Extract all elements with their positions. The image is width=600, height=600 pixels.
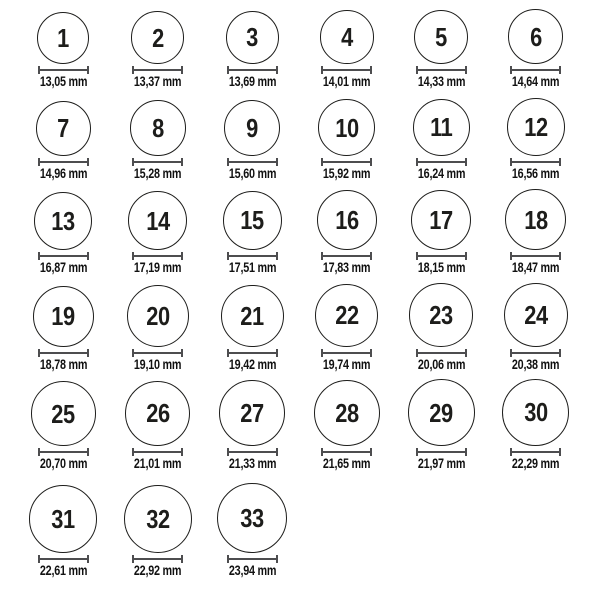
diameter-label: 13,69 mm	[228, 74, 276, 89]
diameter-label: 21,97 mm	[417, 456, 465, 471]
diameter-label: 20,70 mm	[39, 456, 87, 471]
ring-size-number: 2	[151, 22, 164, 53]
ring-circle	[226, 11, 279, 64]
ring-size-cell	[111, 381, 206, 470]
ring-size-number: 18	[524, 204, 548, 235]
ring-size-cell	[205, 380, 300, 470]
ring-size-cell	[300, 10, 395, 88]
diameter-label: 15,28 mm	[134, 166, 182, 181]
ring-size-cell	[300, 190, 395, 274]
ruler-right-tick	[276, 252, 278, 260]
ring-circle	[217, 483, 287, 553]
ruler-right-tick	[370, 349, 372, 357]
ring-size-cell	[111, 191, 206, 274]
ruler-right-tick	[465, 252, 467, 260]
ruler-right-tick	[276, 349, 278, 357]
ruler-line	[132, 451, 183, 453]
ring-size-number: 9	[246, 112, 259, 143]
ring-size-cell	[394, 99, 489, 180]
ruler-line	[227, 255, 278, 257]
diameter-ruler-icon	[227, 252, 278, 260]
ring-size-number: 16	[335, 205, 359, 236]
ruler-right-tick	[559, 349, 561, 357]
ruler-right-tick	[370, 252, 372, 260]
ruler-line	[227, 161, 278, 163]
ring-size-cell	[16, 101, 111, 180]
diameter-ruler-icon	[227, 158, 278, 166]
ring-circle	[507, 98, 565, 156]
ring-size-row	[16, 475, 600, 600]
diameter-ruler-icon	[132, 448, 183, 456]
ring-size-number: 17	[429, 204, 453, 235]
ring-size-number: 24	[524, 299, 548, 330]
ring-size-row	[16, 0, 600, 92]
diameter-ruler-icon	[321, 66, 372, 74]
ruler-right-tick	[87, 252, 89, 260]
diameter-label: 22,92 mm	[134, 563, 182, 578]
ring-size-row	[16, 92, 600, 184]
diameter-ruler-icon	[38, 349, 89, 357]
ring-circle	[36, 101, 91, 156]
ring-size-number: 33	[240, 503, 264, 533]
ruler-right-tick	[465, 349, 467, 357]
ring-circle	[504, 283, 568, 347]
ruler-line	[416, 255, 467, 257]
ring-size-number: 29	[429, 397, 453, 428]
diameter-label: 15,92 mm	[323, 166, 371, 181]
ring-size-number: 13	[51, 205, 75, 236]
ring-size-number: 19	[51, 301, 75, 332]
diameter-ruler-icon	[416, 349, 467, 357]
ring-size-number: 30	[524, 397, 548, 428]
ring-circle	[414, 10, 468, 64]
ring-size-cell	[394, 10, 489, 88]
ruler-line	[132, 161, 183, 163]
diameter-ruler-icon	[227, 448, 278, 456]
ring-circle	[31, 381, 96, 446]
diameter-ruler-icon	[227, 66, 278, 74]
ruler-line	[321, 451, 372, 453]
ring-size-cell	[300, 380, 395, 470]
ring-size-cell	[205, 100, 300, 180]
ruler-right-tick	[87, 66, 89, 74]
ring-circle	[125, 381, 190, 446]
ring-circle	[33, 286, 95, 348]
ring-size-number: 25	[51, 398, 75, 429]
diameter-ruler-icon	[416, 158, 467, 166]
ruler-line	[132, 255, 183, 257]
ruler-right-tick	[370, 158, 372, 166]
diameter-label: 17,19 mm	[134, 260, 182, 275]
ruler-line	[510, 352, 561, 354]
ring-circle	[317, 190, 377, 250]
ruler-line	[416, 352, 467, 354]
ruler-right-tick	[181, 252, 183, 260]
diameter-label: 14,01 mm	[323, 74, 371, 89]
diameter-ruler-icon	[321, 252, 372, 260]
ring-size-number: 31	[51, 504, 75, 535]
diameter-label: 13,05 mm	[39, 74, 87, 89]
ruler-line	[321, 255, 372, 257]
ring-size-number: 10	[335, 112, 359, 143]
ring-size-cell	[111, 485, 206, 577]
diameter-ruler-icon	[416, 448, 467, 456]
ring-size-number: 23	[429, 300, 453, 331]
diameter-label: 16,56 mm	[512, 166, 560, 181]
ring-size-cell	[111, 285, 206, 371]
ring-circle	[314, 380, 380, 446]
diameter-label: 16,87 mm	[39, 260, 87, 275]
ring-size-cell	[489, 379, 584, 470]
ring-circle	[413, 99, 470, 156]
ring-size-number: 3	[246, 22, 259, 53]
ring-circle	[130, 100, 186, 156]
diameter-ruler-icon	[132, 555, 183, 563]
diameter-ruler-icon	[321, 158, 372, 166]
ring-size-number: 8	[151, 113, 164, 144]
ring-size-cell	[111, 11, 206, 88]
ring-size-cell	[16, 12, 111, 88]
ring-circle	[37, 12, 89, 64]
ring-size-cell	[489, 98, 584, 180]
ruler-right-tick	[276, 66, 278, 74]
ruler-right-tick	[370, 448, 372, 456]
ruler-line	[38, 161, 89, 163]
ring-size-cell	[489, 189, 584, 274]
ruler-line	[38, 352, 89, 354]
ruler-right-tick	[559, 448, 561, 456]
ruler-line	[38, 558, 89, 560]
diameter-ruler-icon	[510, 252, 561, 260]
diameter-label: 14,33 mm	[417, 74, 465, 89]
ruler-line	[38, 255, 89, 257]
ring-size-cell	[205, 483, 300, 577]
diameter-ruler-icon	[510, 158, 561, 166]
ruler-line	[227, 451, 278, 453]
ruler-right-tick	[181, 555, 183, 563]
ring-circle	[223, 191, 282, 250]
ring-size-number: 22	[335, 300, 359, 331]
ring-circle	[502, 379, 569, 446]
ring-size-cell	[300, 99, 395, 180]
ruler-right-tick	[559, 158, 561, 166]
diameter-label: 13,37 mm	[134, 74, 182, 89]
ruler-right-tick	[559, 66, 561, 74]
ring-size-row	[16, 375, 600, 475]
diameter-label: 14,96 mm	[39, 166, 87, 181]
ruler-right-tick	[276, 158, 278, 166]
diameter-label: 16,24 mm	[417, 166, 465, 181]
ring-size-number: 21	[240, 300, 264, 331]
ruler-right-tick	[465, 66, 467, 74]
ring-size-cell	[300, 284, 395, 371]
diameter-ruler-icon	[510, 349, 561, 357]
ring-circle	[315, 284, 378, 347]
ring-circle	[221, 285, 284, 348]
ring-circle	[131, 11, 184, 64]
ring-size-row	[16, 184, 600, 278]
diameter-ruler-icon	[38, 555, 89, 563]
ruler-right-tick	[87, 158, 89, 166]
ring-size-number: 26	[146, 398, 170, 429]
ruler-line	[416, 451, 467, 453]
diameter-ruler-icon	[510, 66, 561, 74]
ring-size-cell	[16, 192, 111, 274]
ring-size-cell	[394, 379, 489, 470]
diameter-label: 19,74 mm	[323, 357, 371, 372]
ring-size-cell	[111, 100, 206, 180]
diameter-label: 18,15 mm	[417, 260, 465, 275]
ruler-line	[227, 69, 278, 71]
ring-circle	[320, 10, 374, 64]
diameter-label: 23,94 mm	[228, 563, 276, 578]
diameter-label: 15,60 mm	[228, 166, 276, 181]
ring-size-number: 7	[57, 113, 70, 144]
ring-size-row	[16, 278, 600, 375]
ring-size-number: 15	[240, 205, 264, 236]
ruler-right-tick	[181, 448, 183, 456]
diameter-label: 21,01 mm	[134, 456, 182, 471]
ring-size-cell	[489, 283, 584, 371]
ruler-line	[510, 161, 561, 163]
ring-size-cell	[16, 381, 111, 470]
ruler-right-tick	[87, 349, 89, 357]
ring-circle	[508, 9, 563, 64]
ring-size-cell	[16, 286, 111, 372]
ring-circle	[29, 485, 97, 553]
ring-circle	[128, 191, 187, 250]
diameter-ruler-icon	[132, 349, 183, 357]
ring-size-number: 6	[529, 21, 542, 52]
ruler-line	[227, 352, 278, 354]
ruler-right-tick	[465, 158, 467, 166]
ruler-line	[227, 558, 278, 560]
ring-size-number: 12	[524, 112, 548, 143]
ruler-right-tick	[181, 349, 183, 357]
ruler-line	[38, 451, 89, 453]
diameter-label: 22,29 mm	[512, 456, 560, 471]
ruler-right-tick	[276, 448, 278, 456]
ruler-line	[132, 558, 183, 560]
diameter-label: 21,65 mm	[323, 456, 371, 471]
ring-size-cell	[16, 485, 111, 577]
ring-size-number: 28	[335, 397, 359, 428]
ruler-line	[321, 69, 372, 71]
ring-size-number: 20	[146, 301, 170, 331]
diameter-label: 14,64 mm	[512, 74, 560, 89]
ruler-line	[510, 255, 561, 257]
ruler-right-tick	[465, 448, 467, 456]
ring-size-number: 1	[57, 23, 70, 53]
diameter-label: 22,61 mm	[39, 563, 87, 578]
ruler-right-tick	[181, 66, 183, 74]
ruler-line	[510, 451, 561, 453]
ring-circle	[34, 192, 92, 250]
ring-circle	[505, 189, 566, 250]
diameter-ruler-icon	[321, 448, 372, 456]
diameter-label: 19,10 mm	[134, 357, 182, 372]
ruler-line	[38, 69, 89, 71]
diameter-label: 18,47 mm	[512, 260, 560, 275]
ruler-right-tick	[181, 158, 183, 166]
diameter-ruler-icon	[38, 66, 89, 74]
ruler-right-tick	[370, 66, 372, 74]
diameter-ruler-icon	[132, 66, 183, 74]
ring-size-cell	[394, 190, 489, 274]
diameter-ruler-icon	[38, 158, 89, 166]
ruler-line	[416, 161, 467, 163]
diameter-ruler-icon	[510, 448, 561, 456]
diameter-ruler-icon	[321, 349, 372, 357]
ring-size-cell	[205, 11, 300, 88]
diameter-label: 17,83 mm	[323, 260, 371, 275]
diameter-label: 20,38 mm	[512, 357, 560, 372]
ring-circle	[411, 190, 471, 250]
ruler-line	[132, 352, 183, 354]
ring-circle	[127, 285, 189, 347]
ruler-line	[416, 69, 467, 71]
diameter-label: 17,51 mm	[228, 260, 276, 275]
ruler-right-tick	[87, 448, 89, 456]
diameter-label: 18,78 mm	[39, 357, 87, 372]
ring-size-number: 5	[435, 21, 448, 52]
ruler-right-tick	[276, 555, 278, 563]
ruler-line	[321, 161, 372, 163]
ruler-line	[132, 69, 183, 71]
ring-size-number: 27	[240, 398, 264, 429]
ring-size-number: 11	[430, 112, 453, 143]
ring-size-number: 4	[340, 22, 353, 53]
ring-circle	[124, 485, 192, 553]
ring-size-number: 32	[146, 503, 170, 534]
ring-size-number: 14	[146, 205, 170, 236]
diameter-ruler-icon	[416, 252, 467, 260]
ruler-line	[510, 69, 561, 71]
ring-circle	[318, 99, 375, 156]
ring-size-cell	[394, 283, 489, 371]
diameter-label: 21,33 mm	[228, 456, 276, 471]
ring-circle	[409, 283, 473, 347]
diameter-label: 19,42 mm	[228, 357, 276, 372]
ruler-right-tick	[87, 555, 89, 563]
ring-circle	[224, 100, 280, 156]
diameter-ruler-icon	[38, 252, 89, 260]
diameter-ruler-icon	[227, 555, 278, 563]
ring-size-cell	[205, 191, 300, 274]
diameter-ruler-icon	[227, 349, 278, 357]
ring-size-cell	[205, 285, 300, 372]
diameter-label: 20,06 mm	[417, 357, 465, 372]
ruler-line	[321, 352, 372, 354]
ring-circle	[219, 380, 285, 446]
ruler-right-tick	[559, 252, 561, 260]
ring-size-cell	[489, 9, 584, 88]
diameter-ruler-icon	[132, 252, 183, 260]
diameter-ruler-icon	[38, 448, 89, 456]
diameter-ruler-icon	[416, 66, 467, 74]
ring-circle	[408, 379, 475, 446]
diameter-ruler-icon	[132, 158, 183, 166]
